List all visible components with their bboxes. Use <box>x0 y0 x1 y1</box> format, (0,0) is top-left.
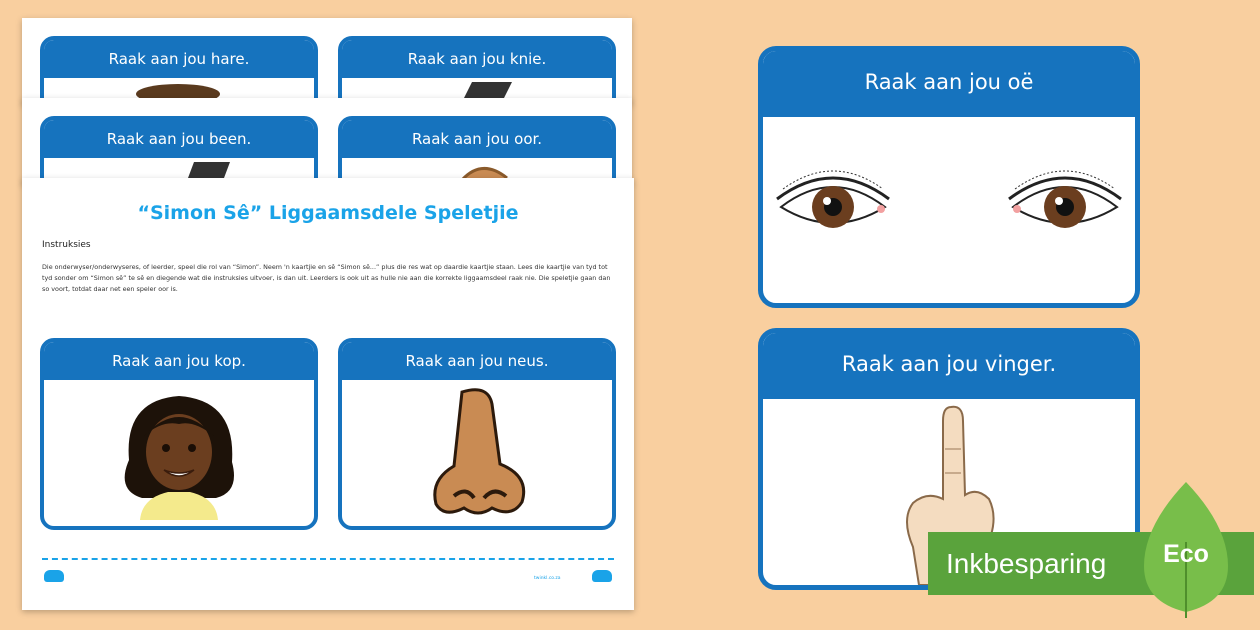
eye-right <box>1009 171 1121 228</box>
card-title: Raak aan jou oor. <box>342 120 612 158</box>
card-title: Raak aan jou knie. <box>342 40 612 78</box>
card-title: Raak aan jou kop. <box>44 342 314 380</box>
worksheet-page-back-1 <box>22 18 632 104</box>
girl-illustration <box>44 380 314 526</box>
twinkl-logo-left <box>44 570 64 582</box>
eye-left <box>777 171 889 228</box>
twinkl-logo-right <box>592 570 612 582</box>
eyes-illustration <box>763 117 1135 303</box>
instructions-heading: Instruksies <box>42 240 91 250</box>
card-title: Raak aan jou neus. <box>342 342 612 380</box>
eco-badge-label: Inkbesparing <box>946 548 1107 579</box>
nose-illustration <box>342 380 612 526</box>
card-eyes <box>758 46 1140 308</box>
card-head <box>40 338 318 530</box>
footer-divider <box>42 558 614 560</box>
worksheet-page-front <box>22 178 634 610</box>
card-title: Raak aan jou vinger. <box>763 333 1135 399</box>
instructions-text: Die onderwyser/onderwyseres, of leerder, speel die rol van “Simon”. Neem 'n kaartjie en sê “Simon sê...” plus die res wat op daardie kaartjie staan. Lees die kaartjie van tyd tot tyd sonder om “Simon sê” te sê en diegende wat die instruksies uitvoer, is dan uit. Leerders is ook uit as hulle nie aan die korrekte liggaamsdeel raak nie. Die speletjie gaan dan so voort, totdat daar net een speler oor is. <box>42 263 611 293</box>
card-title: Raak aan jou oë <box>763 51 1135 117</box>
footer-url: twinkl.co.za <box>534 576 561 581</box>
card-title: Raak aan jou hare. <box>44 40 314 78</box>
card-nose <box>338 338 616 530</box>
document-title: “Simon Sê” Liggaamsdele Speletjie <box>137 202 519 224</box>
eco-label: Eco <box>1163 540 1209 568</box>
worksheet-page-back-2 <box>22 98 632 184</box>
card-title: Raak aan jou been. <box>44 120 314 158</box>
